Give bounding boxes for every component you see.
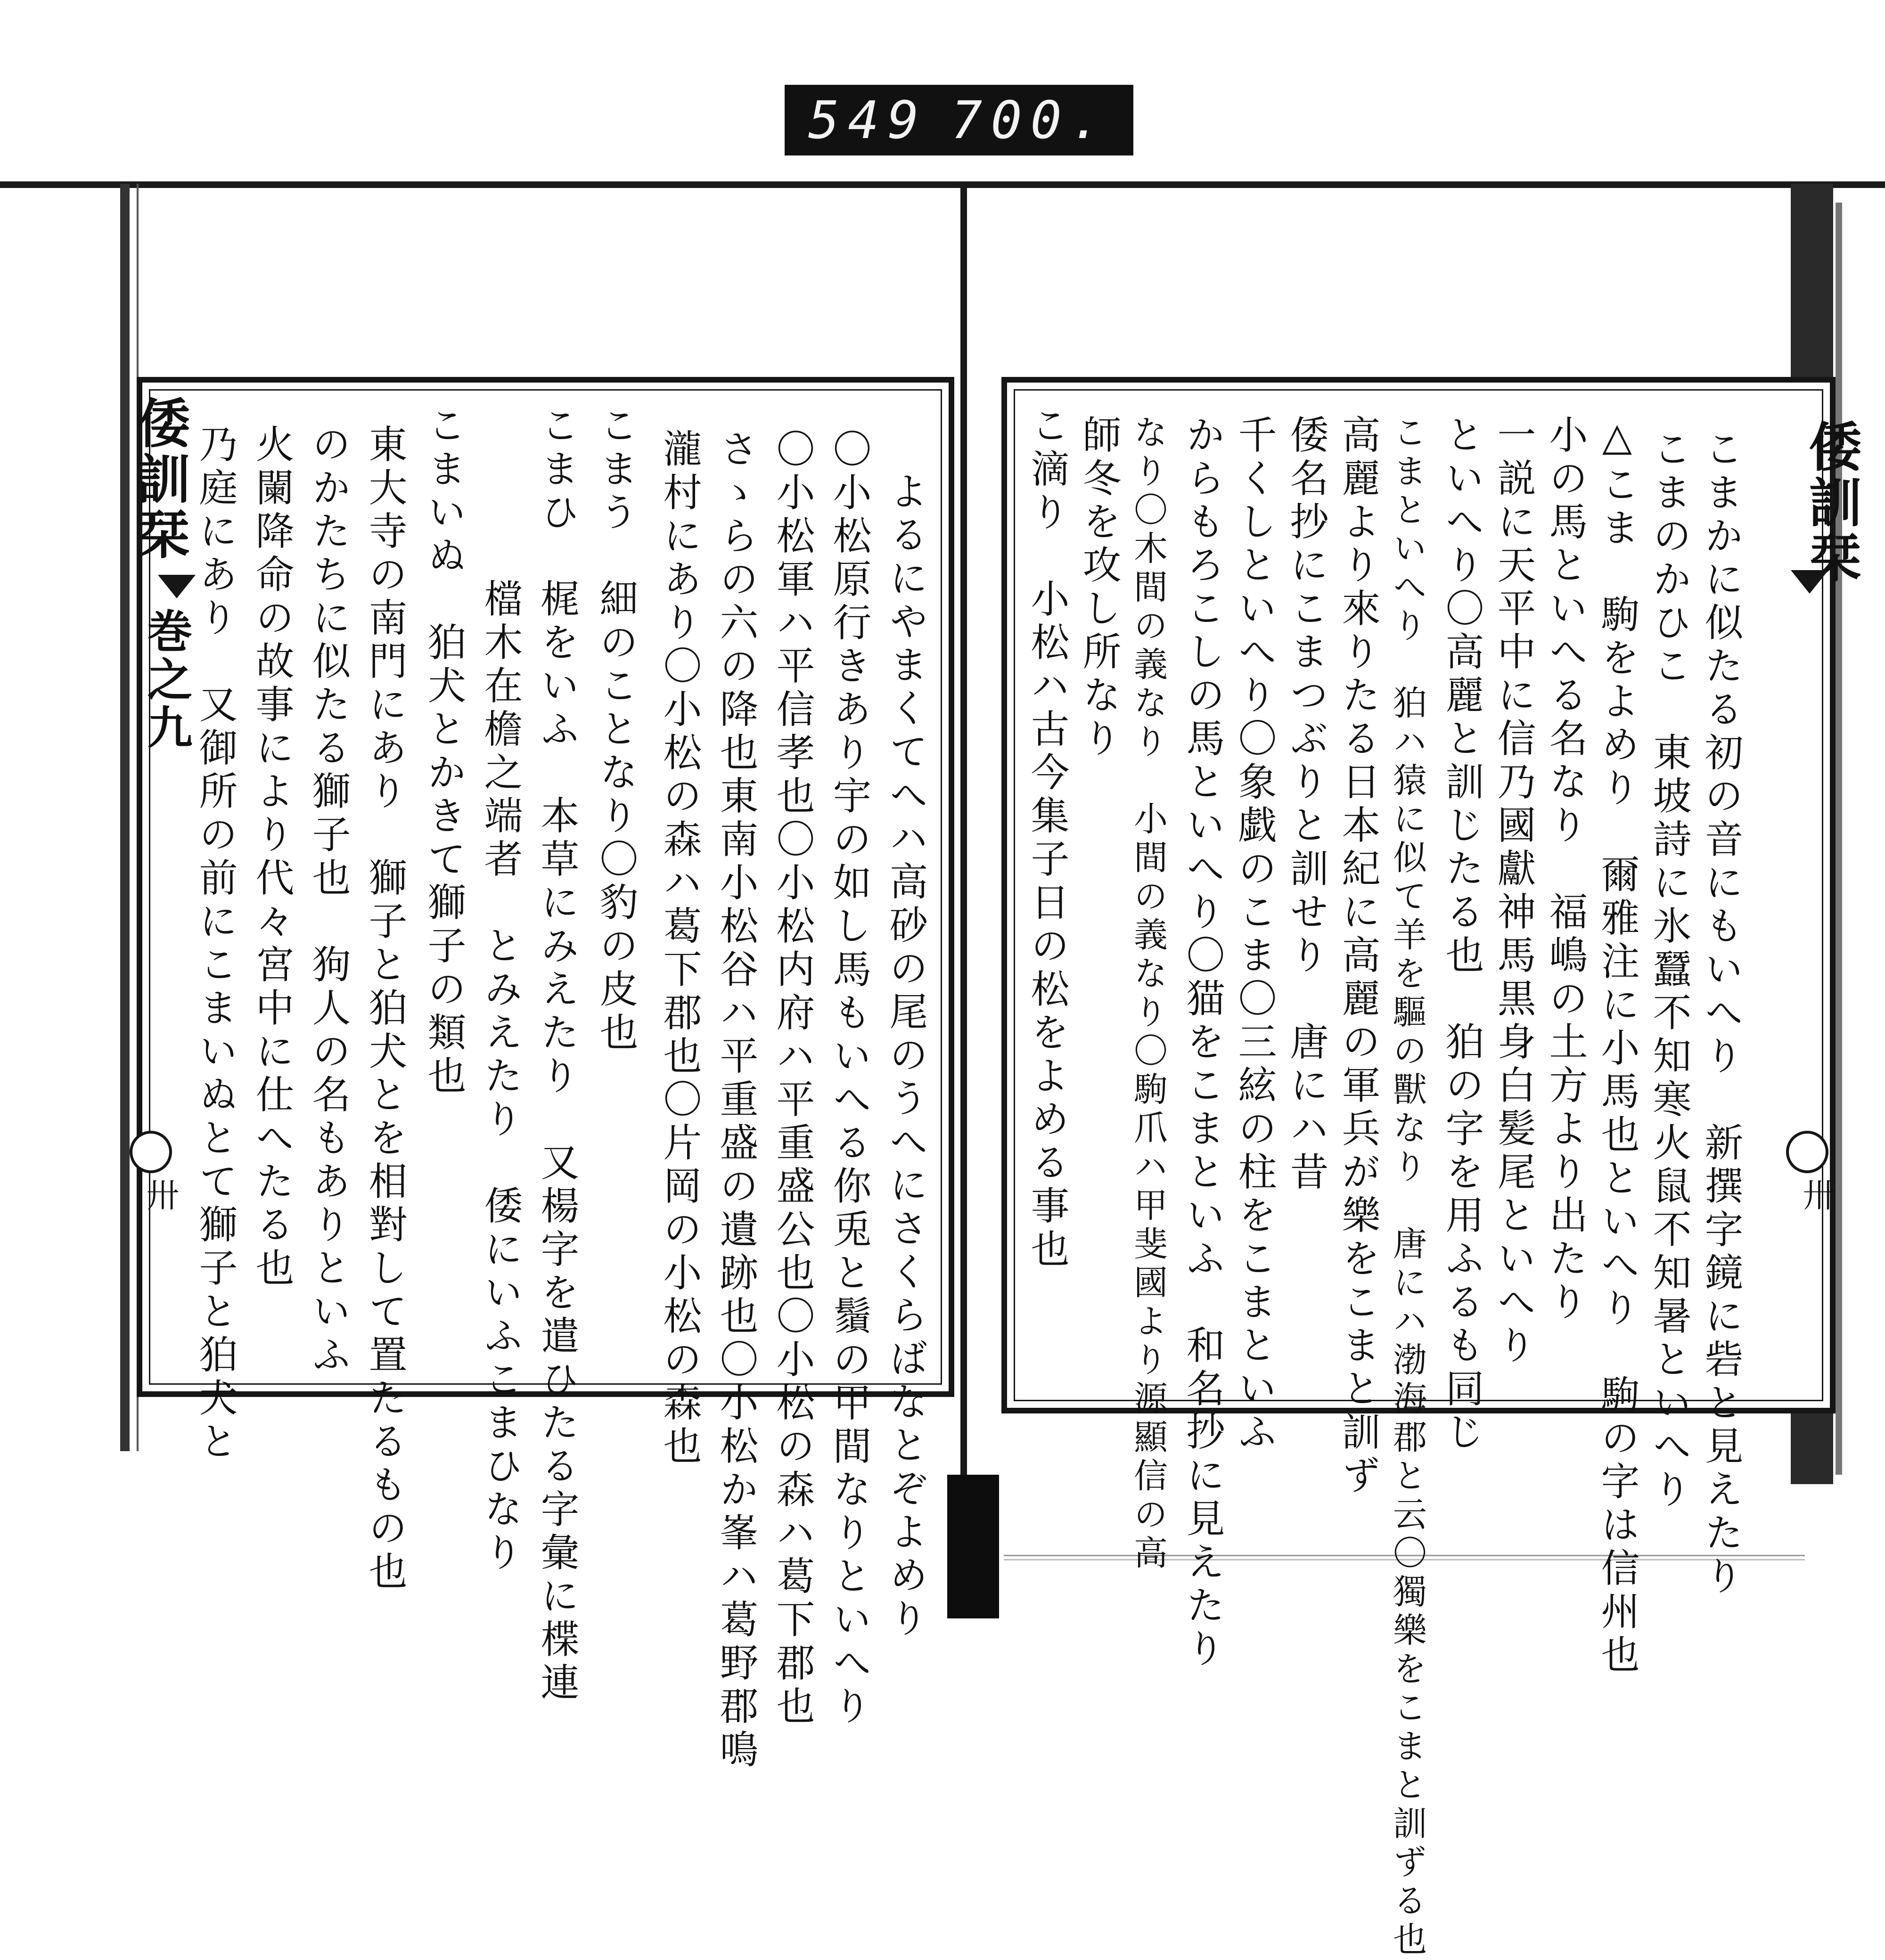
right-folio: 卅: [1797, 1178, 1836, 1211]
top-border-line: [0, 181, 1885, 188]
right-column-3: △こま 駒をよめり 爾雅注に小馬也といへり 駒の字は信州也: [1595, 415, 1639, 1678]
left-page-edge: [120, 184, 130, 1451]
right-column-9: 倭名抄にこまつぶりと訓せり 唐にハ昔: [1284, 415, 1328, 1195]
right-column-13: 師冬を攻し所なり: [1076, 415, 1121, 761]
left-column-8: 檔木在檐之端者 とみえたり 倭にいふこまひなり: [478, 405, 523, 1576]
right-column-8: 高麗より來りたる日本紀に高麗の軍兵が樂をこまと訓ず: [1336, 415, 1380, 1498]
left-page-ring: [130, 1131, 172, 1173]
left-fishtail-mark: [158, 575, 196, 598]
right-page-ring: [1786, 1131, 1828, 1173]
scan-number-right: 700.: [951, 90, 1110, 150]
left-folio: 卅: [141, 1178, 180, 1211]
left-spine-title: 倭訓栞: [129, 396, 190, 563]
gutter-clamp: [947, 1475, 999, 1618]
book-gutter: [960, 181, 967, 1482]
left-column-4: さゝらの六の降也東南小松谷ハ平重盛の遺跡也〇小松か峯ハ葛野郡鳴: [713, 429, 758, 1772]
right-column-2: こまのかひこ 東坡詩に氷蠶不知寒火鼠不知暑といへり: [1647, 429, 1691, 1512]
right-column-1: こまかに似たる初の音にもいへり 新撰字鏡に砦と見えたり: [1698, 429, 1743, 1599]
right-column-7: こまといへり 狛ハ猿に似て羊を驅の獸なり 唐にハ渤海郡と云〇獨樂をこまと訓ずる也: [1387, 415, 1427, 1960]
right-page-edge-thin: [1836, 203, 1842, 1475]
left-column-2: 〇小松原行きあり宇の如し馬もいへる你兎と鬚の甲間なりといへり: [827, 429, 871, 1729]
left-column-12: 火闌降命の故事により代々宮中に仕へたる也: [249, 424, 294, 1291]
scan-number-left: 549: [808, 90, 927, 150]
left-column-11: のかたちに似たる獅子也 狗人の名もありといふ: [306, 424, 351, 1378]
right-column-5: 一説に天平中に信乃國獻神馬黒身白髪尾といへり: [1491, 415, 1536, 1368]
left-column-7: こまひ 梶をいふ 本草にみえたり 又楊字を遣ひたる字彙に楪連: [534, 405, 579, 1706]
left-column-1: よるにやまくてへハ高砂の尾のうへにさくらばなとぞよめり: [883, 471, 928, 1642]
left-column-9: こまいぬ 狛犬とかきて獅子の類也: [421, 405, 466, 1099]
right-fishtail-mark: [1791, 570, 1828, 594]
left-column-3: 〇小松軍ハ平信孝也〇小松内府ハ平重盛公也〇小松の森ハ葛下郡也: [770, 429, 815, 1729]
right-column-4: 小の馬といへる名なり 福嶋の土方より出たり: [1543, 415, 1588, 1325]
left-spine-volume: 巻之九: [140, 608, 193, 752]
right-column-11: からもろこしの馬といへり〇猫をこまといふ 和名抄に見えたり: [1180, 415, 1225, 1672]
left-column-5: 瀧村にあり〇小松の森ハ葛下郡也〇片岡の小松の森也: [657, 429, 702, 1469]
scan-label: [785, 85, 1133, 155]
left-column-13: 乃庭にあり 又御所の前にこまいぬとて獅子と狛犬と: [193, 424, 238, 1464]
right-column-14: こ滴り 小松ハ古今集子日の松をよめる事也: [1024, 405, 1069, 1272]
right-column-6: といへり〇高麗と訓じたる也 狛の字を用ふるも同じ: [1439, 415, 1484, 1455]
left-column-10: 東大寺の南門にあり 獅子と狛犬とを相對して置たるもの也: [362, 424, 407, 1594]
right-column-10: 千くしといへり〇象戯のこま〇三絃の柱をこまといふ: [1232, 415, 1277, 1455]
right-spine-title: 倭訓栞: [1800, 419, 1862, 586]
left-column-6: こまう 細のことなり〇豹の皮也: [593, 405, 638, 1055]
right-column-12: なり〇木間の義なり 小間の義なり〇駒爪ハ甲斐國より源顯信の高: [1128, 415, 1168, 1574]
